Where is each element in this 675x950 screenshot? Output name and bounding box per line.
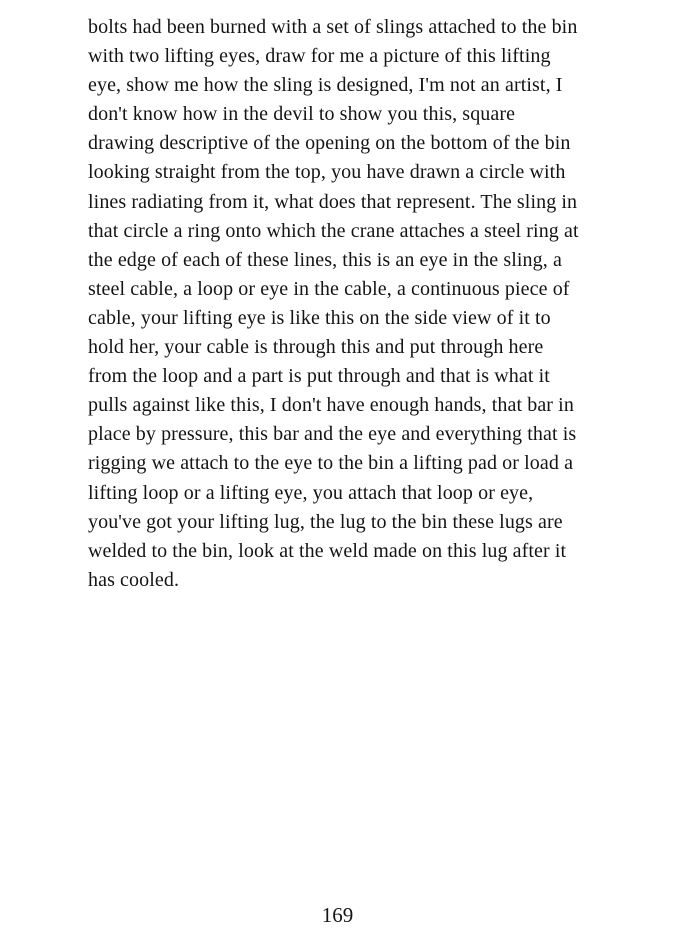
text-line: don't know how in the devil to show you this, square [88,103,516,126]
text-line: with two lifting eyes, draw for me a picture of this lifting [88,45,551,68]
text-line: hold her, your cable is through this and put through here [88,336,544,359]
text-line: cable, your lifting eye is like this on the side view of it to [88,306,551,329]
text-line: place by pressure, this bar and the eye and everything that is [88,423,577,446]
text-line: the edge of each of these lines, this is an eye in the sling, a [88,248,562,271]
text-line: steel cable, a loop or eye in the cable, a continuous piece of [88,277,570,300]
text-line: that circle a ring onto which the crane attaches a steel ring at [88,219,579,242]
text-line: looking straight from the top, you have drawn a circle with [88,161,566,184]
text-line: bolts had been burned with a set of slings attached to the bin [88,16,578,38]
text-line: welded to the bin, look at the weld made on this lug after it [88,539,567,562]
text-line: from the loop and a part is put through and that is what it [88,365,550,388]
text-line: lines radiating from it, what does that represent. The sling in [88,190,578,213]
text-line: eye, show me how the sling is designed, I'm not an artist, I [88,74,563,97]
page-number: 169 [321,903,354,927]
text-line: rigging we attach to the eye to the bin a lifting pad or load a [88,452,574,475]
text-line: has cooled. [88,568,180,591]
text-line: drawing descriptive of the opening on the bottom of the bin [88,132,571,155]
text-line: lifting loop or a lifting eye, you attach that loop or eye, [88,481,534,504]
text-line: pulls against like this, I don't have enough hands, that bar in [88,394,574,417]
text-line: you've got your lifting lug, the lug to the bin these lugs are [88,510,563,533]
body-text-paragraph [88,13,593,595]
